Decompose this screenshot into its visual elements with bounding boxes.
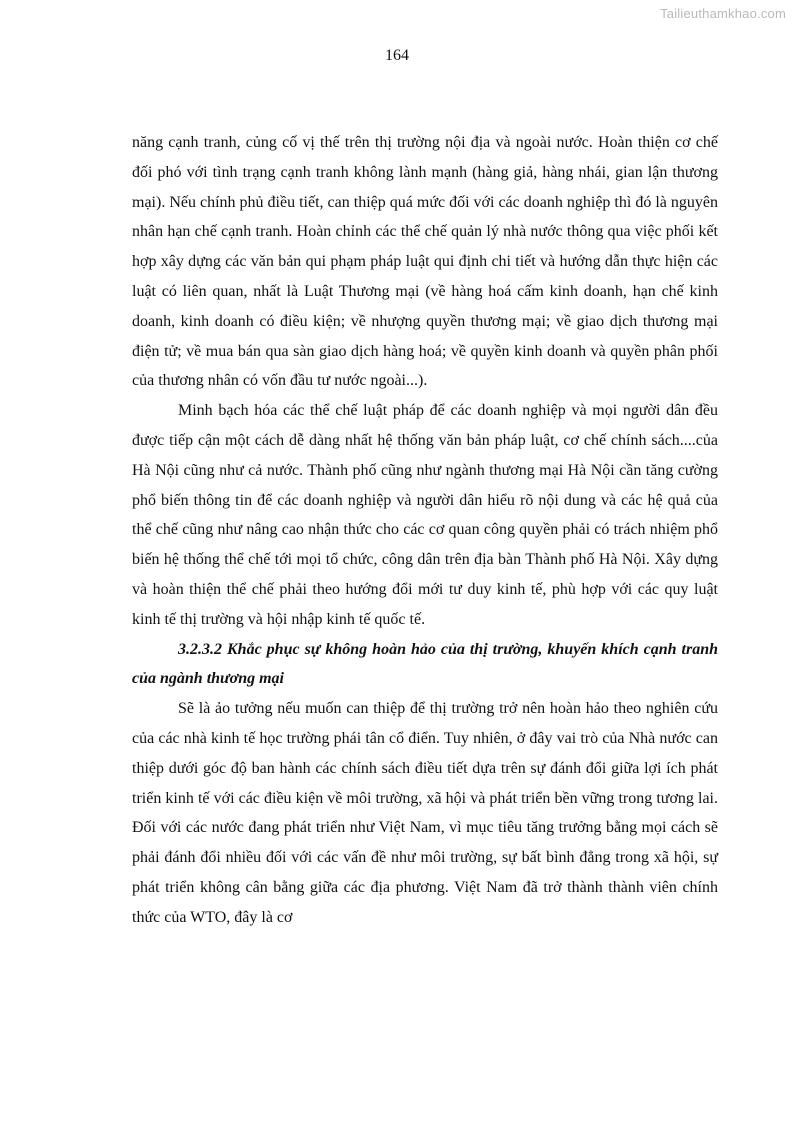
- paragraph-transparency: Minh bạch hóa các thể chế luật pháp để các doanh nghiệp và mọi người dân đều được tiếp cận một cách dễ dàng nhất hệ thống văn bản pháp luật, cơ chế chính sách....của Hà Nội cũng như cả nước. Thành phố cũng như ngành thương mại Hà Nội cần tăng cường phổ biến thông tin để các doanh nghiệp và người dân hiểu rõ nội dung và các hệ quả của thể chế cũng như nâng cao nhận thức cho các cơ quan công quyền phải có trách nhiệm phổ biến hệ thống thể chế tới mọi tổ chức, công dân trên địa bàn Thành phố Hà Nội. Xây dựng và hoàn thiện thể chế phải theo hướng đổi mới tư duy kinh tế, phù hợp với các quy luật kinh tế thị trường và hội nhập kinh tế quốc tế.: [132, 402, 718, 628]
- page-number: 164: [385, 47, 409, 64]
- watermark-text: Tailieuthamkhao.com: [660, 6, 786, 21]
- paragraph-market-intervention: Sẽ là ảo tưởng nếu muốn can thiệp để thị trường trở nên hoàn hảo theo nghiên cứu của các nhà kinh tế học trường phái tân cổ điển. Tuy nhiên, ở đây vai trò của Nhà nước can thiệp dưới góc độ ban hành các chính sách điều tiết dựa trên sự đánh đổi giữa lợi ích phát triển kinh tế với các điều kiện về môi trường, xã hội và phát triển bền vững trong tương lai. Đối với các nước đang phát triển như Việt Nam, vì mục tiêu tăng trưởng bằng mọi cách sẽ phải đánh đổi nhiều đối với các vấn đề như môi trường, sự bất bình đẳng trong xã hội, sự phát triển không cân bằng giữa các địa phương. Việt Nam đã trở thành thành viên chính thức của WTO, đây là cơ: [132, 700, 718, 926]
- document-body: [132, 128, 718, 933]
- paragraph-continuation: năng cạnh tranh, củng cố vị thế trên thị trường nội địa và ngoài nước. Hoàn thiện cơ chế đối phó với tình trạng cạnh tranh không lành mạnh (hàng giả, hàng nhái, gian lận thương mại). Nếu chính phủ điều tiết, can thiệp quá mức đối với các doanh nghiệp thì đó là nguyên nhân hạn chế cạnh tranh. Hoàn chỉnh các thể chế quản lý nhà nước thông qua việc phối kết hợp xây dựng các văn bản qui phạm pháp luật qui định chi tiết và hướng dẫn thực hiện các luật có liên quan, nhất là Luật Thương mại (về hàng hoá cấm kinh doanh, hạn chế kinh doanh, kinh doanh có điều kiện; về nhượng quyền thương mại; về giao dịch thương mại điện tử; về mua bán qua sàn giao dịch hàng hoá; về quyền kinh doanh và quyền phân phối của thương nhân có vốn đầu tư nước ngoài...).: [132, 134, 718, 390]
- section-heading: 3.2.3.2 Khắc phục sự không hoàn hảo của thị trường, khuyến khích cạnh tranh của ngành thương mại: [132, 640, 718, 688]
